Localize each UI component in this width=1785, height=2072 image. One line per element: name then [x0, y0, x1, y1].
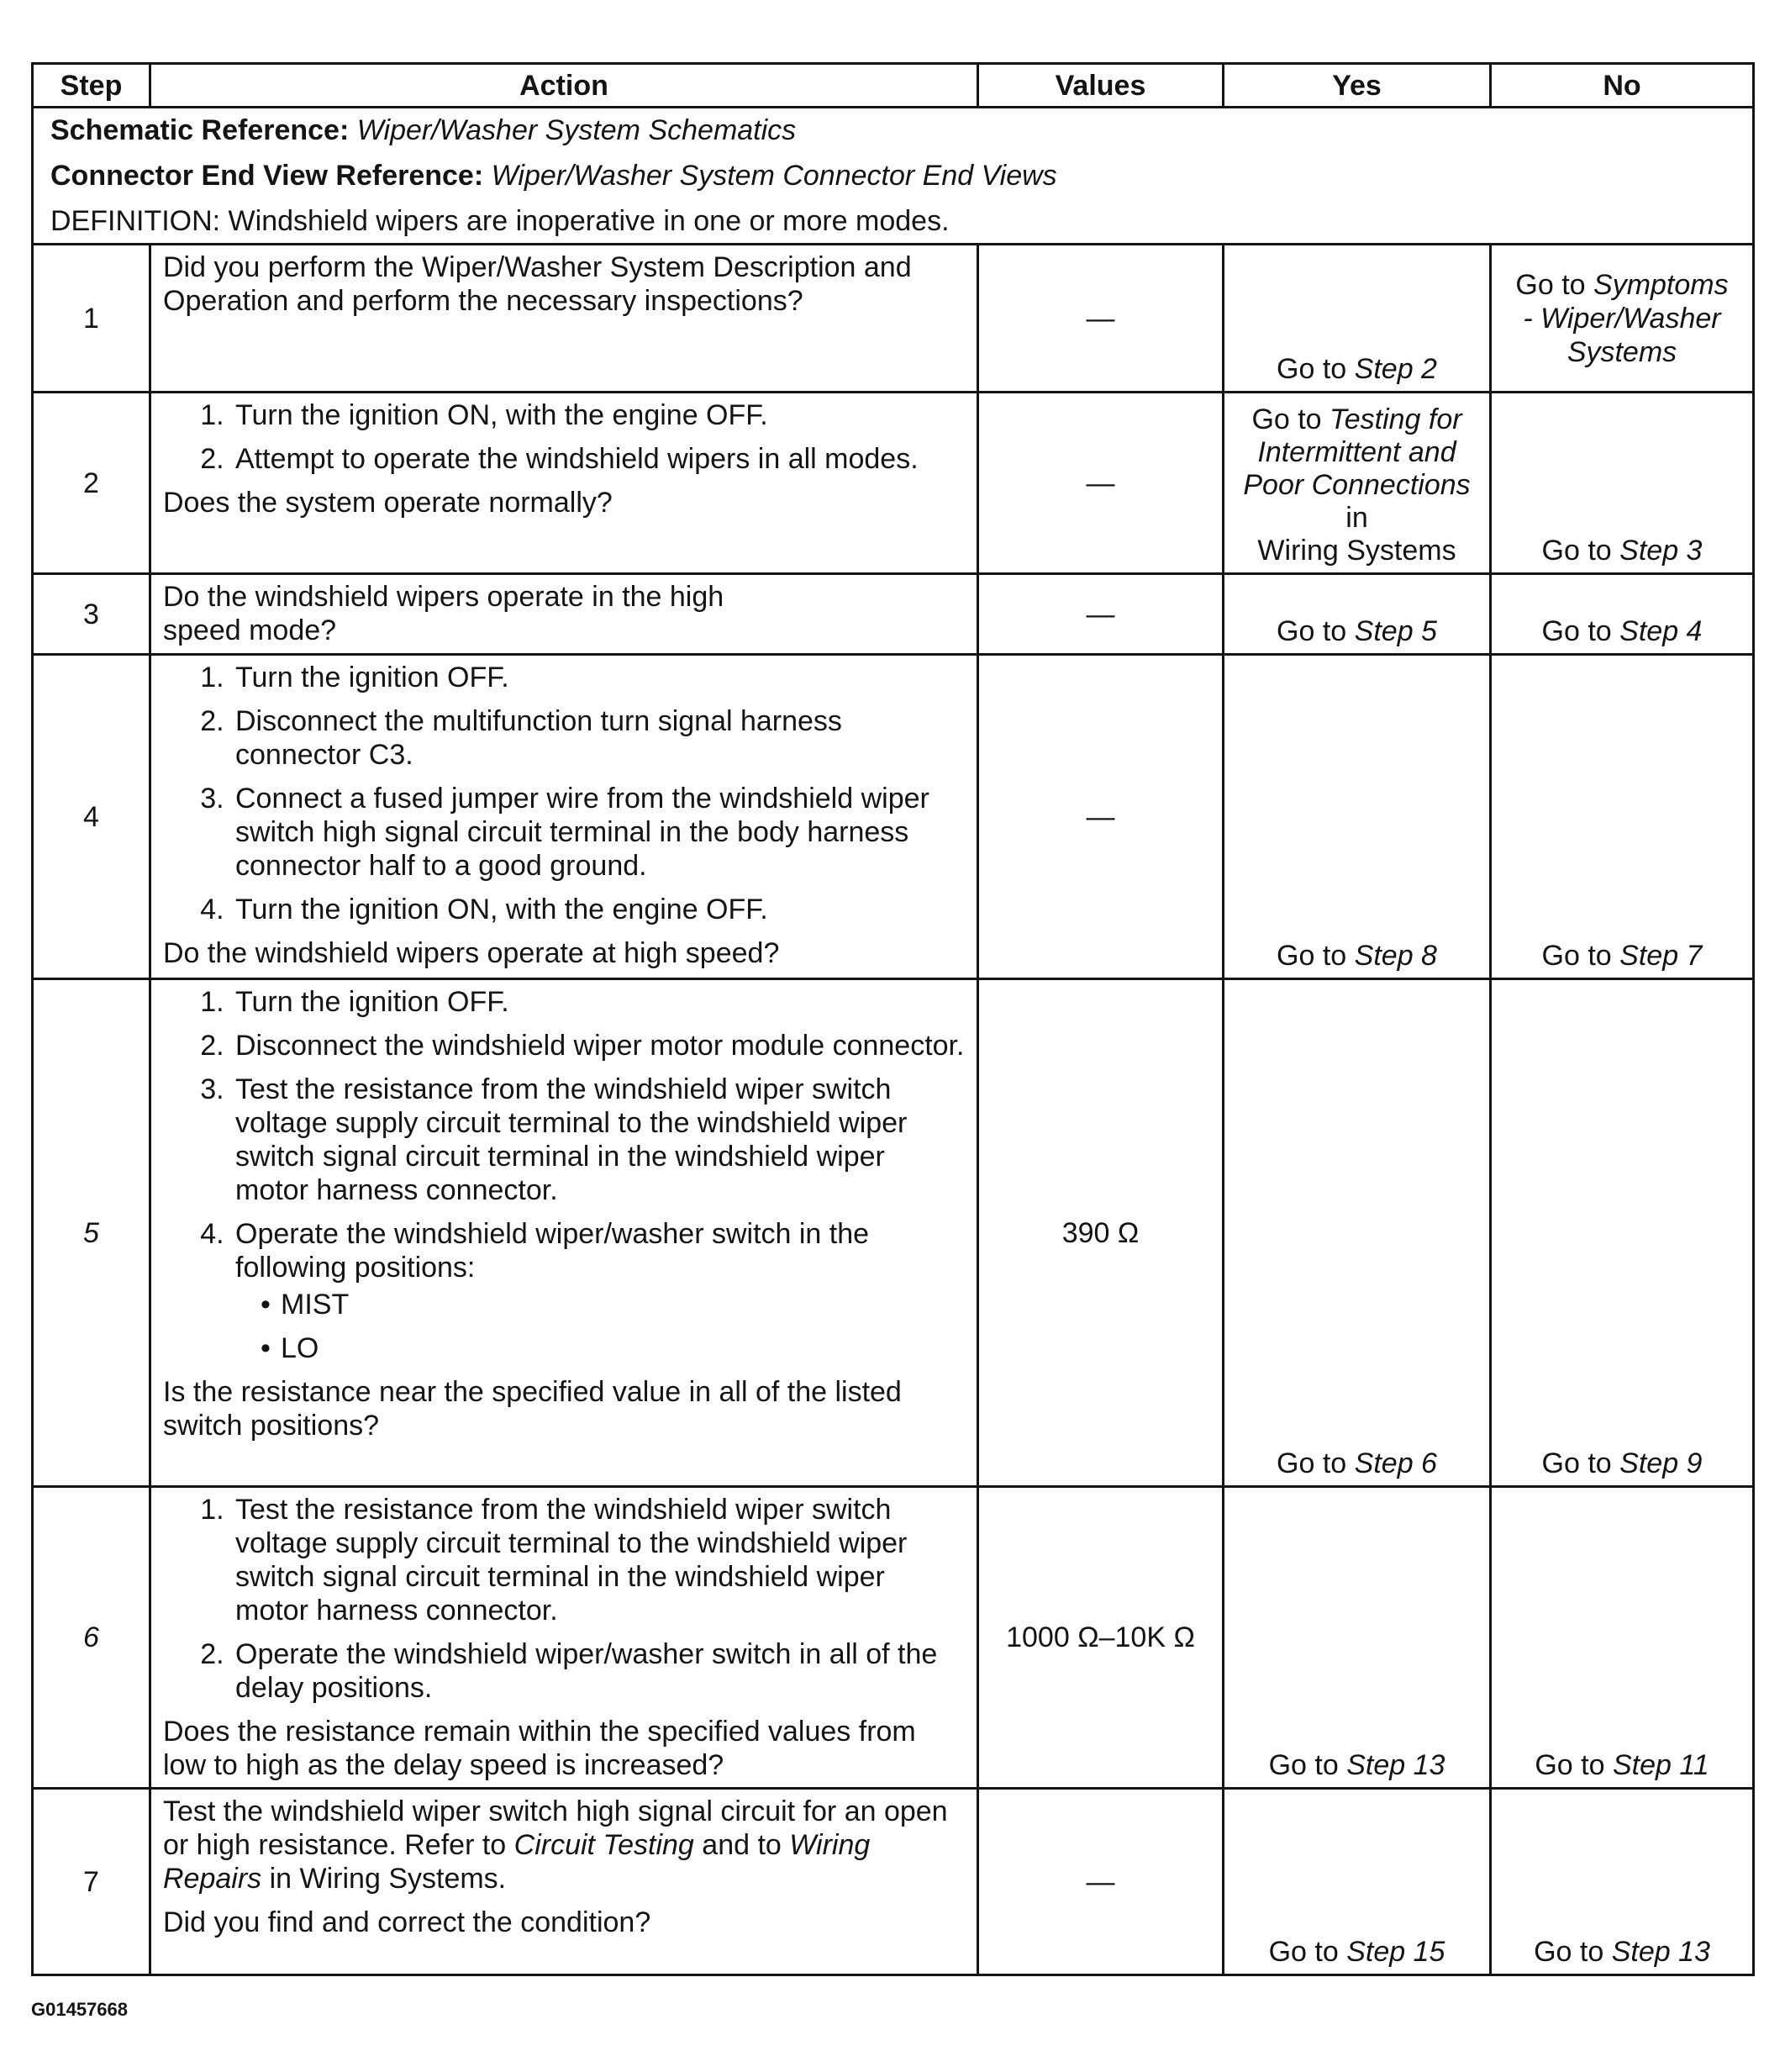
header-no: No	[1491, 64, 1754, 108]
step-link[interactable]: Step 5	[1354, 615, 1437, 647]
table-row	[33, 1487, 1754, 1789]
header-action: Action	[150, 64, 978, 108]
action-step: 1. Turn the ignition ON, with the engine OFF.	[232, 398, 965, 432]
goto-text: Go to	[1277, 353, 1347, 385]
step-link[interactable]: Step 11	[1612, 1749, 1709, 1781]
action-step: 2. Attempt to operate the windshield wipers in all modes.	[232, 442, 965, 476]
goto-text: Go to	[1541, 615, 1612, 647]
step-link[interactable]: Step 7	[1619, 940, 1703, 972]
yes-cell	[1224, 245, 1491, 393]
no-cell	[1491, 1487, 1754, 1789]
no-cell	[1491, 574, 1754, 655]
action-cell	[150, 393, 978, 574]
goto-text: Go to	[1268, 1749, 1339, 1781]
goto-text: Go to	[1277, 1447, 1347, 1479]
action-step: 4. Turn the ignition ON, with the engine OFF.	[232, 893, 965, 926]
action-question: Does the system operate normally?	[163, 487, 613, 519]
goto-text: Go to	[1535, 1749, 1605, 1781]
action-cell	[150, 1789, 978, 1975]
action-cell: Did you perform the Wiper/Washer System Description and Operation and perform the necessary inspections?	[150, 245, 978, 393]
step-number: 7	[33, 1789, 150, 1975]
table-row	[33, 574, 1754, 655]
figure-id: G01457668	[31, 1999, 128, 2020]
values-cell: —	[978, 655, 1224, 979]
header-row	[33, 64, 1754, 108]
action-steps	[163, 985, 965, 1365]
step-link[interactable]: Step 8	[1354, 940, 1437, 972]
step-link[interactable]: Step 4	[1619, 615, 1703, 647]
action-steps	[163, 398, 965, 476]
no-cell	[1491, 655, 1754, 979]
yes-cell	[1224, 979, 1491, 1487]
goto-text: Go to	[1268, 1936, 1339, 1968]
header-step: Step	[33, 64, 150, 108]
step-link[interactable]: Step 9	[1619, 1447, 1703, 1479]
step-number: 1	[33, 245, 150, 393]
schematic-reference	[50, 113, 1735, 147]
goto-text: Go to	[1277, 615, 1347, 647]
yes-text-in: in	[1345, 502, 1368, 534]
switch-positions	[235, 1288, 965, 1365]
step-number: 6	[33, 1487, 150, 1789]
step-link[interactable]: Step 13	[1346, 1749, 1445, 1781]
action-steps	[163, 1493, 965, 1705]
connector-reference	[50, 159, 1735, 192]
schematic-reference-label: Schematic Reference:	[50, 114, 350, 146]
action-step	[232, 1217, 965, 1365]
action-step: 2. Operate the windshield wiper/washer switch in all of the delay positions.	[232, 1637, 965, 1705]
action-cell	[150, 1487, 978, 1789]
action-question: Is the resistance near the specified value in all of the listed switch positions?	[163, 1376, 902, 1442]
yes-cell	[1224, 1487, 1491, 1789]
yes-cell	[1224, 393, 1491, 574]
goto-text: Go to	[1277, 940, 1347, 972]
diagnostic-table	[31, 62, 1755, 1976]
step-number: 3	[33, 574, 150, 655]
goto-text: Go to	[1534, 1936, 1604, 1968]
action-step: 3. Connect a fused jumper wire from the windshield wiper switch high signal circuit terminal in the body harness connector half to a good ground.	[232, 782, 965, 883]
table-row	[33, 979, 1754, 1487]
action-question: Do the windshield wipers operate at high speed?	[163, 937, 780, 969]
no-cell	[1491, 245, 1754, 393]
step-link[interactable]: Step 6	[1354, 1447, 1437, 1479]
step-number: 4	[33, 655, 150, 979]
goto-text: Go to	[1251, 403, 1322, 435]
symptoms-link-line2[interactable]: - Wiper/Washer	[1523, 302, 1721, 335]
action-step-text: Operate the windshield wiper/washer switch in the following positions:	[235, 1218, 870, 1284]
step-link[interactable]: Step 2	[1354, 353, 1437, 385]
action-text-part: Test the windshield wiper switch high signal circuit for an open or high resistance. Refer to	[163, 1795, 948, 1861]
action-text-part: and to	[702, 1829, 782, 1861]
symptoms-link[interactable]: Symptoms	[1593, 268, 1729, 301]
table-row	[33, 393, 1754, 574]
circuit-testing-link[interactable]: Circuit Testing	[513, 1829, 694, 1861]
connector-reference-link[interactable]: Wiper/Washer System Connector End Views	[491, 160, 1057, 192]
wiring-repairs-link[interactable]: Wiring Repairs	[163, 1829, 871, 1895]
goto-text: Go to	[1541, 1447, 1612, 1479]
action-step: 2. Disconnect the multifunction turn signal harness connector C3.	[232, 704, 965, 772]
no-cell	[1491, 1789, 1754, 1975]
action-step: 1. Test the resistance from the windshield wiper switch voltage supply circuit terminal to the windshield wiper switch signal circuit terminal in the windshield wiper motor harness connector.	[232, 1493, 965, 1627]
action-text	[163, 1795, 965, 1895]
connector-reference-label: Connector End View Reference:	[50, 160, 484, 192]
step-link[interactable]: Step 15	[1346, 1936, 1445, 1968]
step-link[interactable]: Step 13	[1611, 1936, 1710, 1968]
reference-row	[33, 108, 1754, 245]
testing-link-line3[interactable]: Poor Connections	[1243, 469, 1471, 501]
action-step: 1. Turn the ignition OFF.	[232, 661, 965, 694]
action-step: 2. Disconnect the windshield wiper motor module connector.	[232, 1029, 965, 1062]
step-number: 5	[33, 979, 150, 1487]
reference-cell	[33, 108, 1754, 245]
step-number: 2	[33, 393, 150, 574]
goto-text: Go to	[1515, 268, 1586, 301]
no-cell	[1491, 393, 1754, 574]
action-cell	[150, 979, 978, 1487]
header-values: Values	[978, 64, 1224, 108]
yes-cell	[1224, 1789, 1491, 1975]
goto-text: Go to	[1541, 940, 1612, 972]
switch-position: • LO	[277, 1331, 965, 1365]
yes-cell	[1224, 655, 1491, 979]
values-cell: 390 Ω	[978, 979, 1224, 1487]
header-yes: Yes	[1224, 64, 1491, 108]
no-cell	[1491, 979, 1754, 1487]
definition-text: DEFINITION: Windshield wipers are inoperative in one or more modes.	[50, 205, 950, 237]
testing-link[interactable]: Testing for	[1330, 403, 1462, 435]
table-row	[33, 655, 1754, 979]
values-cell: —	[978, 245, 1224, 393]
yes-text-wiring: Wiring Systems	[1257, 535, 1456, 567]
values-cell: 1000 Ω–10K Ω	[978, 1487, 1224, 1789]
action-question: Did you find and correct the condition?	[163, 1906, 651, 1938]
values-cell: —	[978, 574, 1224, 655]
yes-cell	[1224, 574, 1491, 655]
action-question: Does the resistance remain within the specified values from low to high as the delay speed is increased?	[163, 1716, 916, 1781]
action-text-part: in Wiring Systems.	[269, 1863, 507, 1895]
switch-position: • MIST	[277, 1288, 965, 1321]
values-cell: —	[978, 1789, 1224, 1975]
table-row	[33, 1789, 1754, 1975]
goto-text: Go to	[1541, 535, 1612, 567]
symptoms-link-line3[interactable]: Systems	[1566, 335, 1677, 368]
values-cell: —	[978, 393, 1224, 574]
action-cell	[150, 655, 978, 979]
action-steps	[163, 661, 965, 926]
action-step: 1. Turn the ignition OFF.	[232, 985, 965, 1019]
action-cell: Do the windshield wipers operate in the high speed mode?	[150, 574, 978, 655]
schematic-reference-link[interactable]: Wiper/Washer System Schematics	[356, 114, 797, 146]
action-step: 3. Test the resistance from the windshield wiper switch voltage supply circuit terminal to the windshield wiper switch signal circuit terminal in the windshield wiper motor harness connector.	[232, 1073, 965, 1207]
step-link[interactable]: Step 3	[1619, 535, 1703, 567]
testing-link-line2[interactable]: Intermittent and	[1257, 436, 1456, 468]
table-row	[33, 245, 1754, 393]
